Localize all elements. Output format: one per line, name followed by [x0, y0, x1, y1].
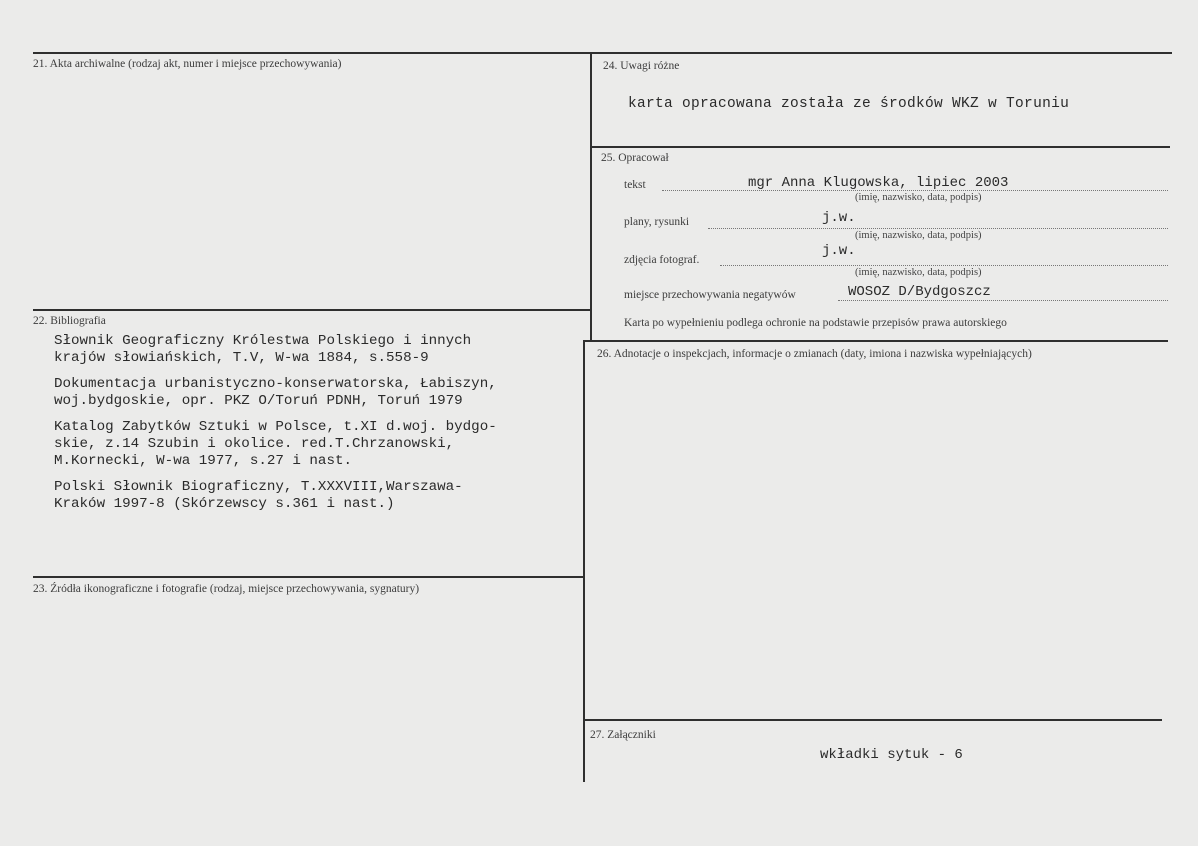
top-divider-line	[33, 52, 1172, 54]
section-21-label: 21. Akta archiwalne (rodzaj akt, numer i miejsce przechowywania)	[33, 58, 342, 70]
section-22-label: 22. Bibliografia	[33, 315, 106, 327]
bibliography-list	[54, 333, 584, 522]
negatives-field-label: miejsce przechowywania negatywów	[624, 289, 796, 301]
photos-field-label: zdjęcia fotograf.	[624, 254, 700, 266]
section-25-top-line	[591, 146, 1170, 148]
photos-line	[720, 265, 1168, 266]
bibliography-entry: Katalog Zabytków Sztuki w Polsce, t.XI d.woj. bydgo- skie, z.14 Szubin i okolice. red.T.Chrzanowski, M.Kornecki, W-wa 1977, s.27 i nast.	[54, 419, 497, 469]
drawings-hint: (imię, nazwisko, data, podpis)	[855, 230, 982, 241]
attachments-text: wkładki sytuk - 6	[820, 747, 963, 763]
section-22-top-line	[33, 309, 591, 311]
section-25-label: 25. Opracował	[601, 152, 669, 164]
photos-hint: (imię, nazwisko, data, podpis)	[855, 267, 982, 278]
negatives-value: WOSOZ D/Bydgoszcz	[848, 284, 991, 300]
text-author-hint: (imię, nazwisko, data, podpis)	[855, 192, 982, 203]
text-author-value: mgr Anna Klugowska, lipiec 2003	[748, 175, 1009, 191]
bibliography-entry: Polski Słownik Biograficzny, T.XXXVIII,Warszawa- Kraków 1997-8 (Skórzewscy s.361 i nast.)	[54, 479, 463, 512]
bibliography-entry: Dokumentacja urbanistyczno-konserwatorska, Łabiszyn, woj.bydgoskie, opr. PKZ O/Toruń PDNH, Toruń 1979	[54, 376, 497, 409]
section-23-top-line	[33, 576, 584, 578]
section-26-label: 26. Adnotacje o inspekcjach, informacje o zmianach (daty, imiona i nazwiska wypełniających)	[597, 348, 1032, 360]
section-23-label: 23. Źródła ikonograficzne i fotografie (rodzaj, miejsce przechowywania, sygnatury)	[33, 583, 420, 595]
drawings-value: j.w.	[822, 210, 856, 226]
photos-value: j.w.	[822, 243, 856, 259]
section-24-label: 24. Uwagi różne	[603, 60, 680, 72]
drawings-line	[708, 228, 1168, 229]
drawings-field-label: plany, rysunki	[624, 216, 690, 228]
section-27-top-line	[584, 719, 1162, 721]
copyright-note: Karta po wypełnieniu podlega ochronie na podstawie przepisów prawa autorskiego	[624, 317, 1007, 329]
left-column-right-border	[590, 52, 592, 342]
section-27-label: 27. Załączniki	[590, 729, 656, 741]
section-26-top-line	[584, 340, 1168, 342]
negatives-line	[838, 300, 1168, 301]
text-author-field-label: tekst	[624, 179, 646, 191]
bibliography-entry: Słownik Geograficzny Królestwa Polskiego i innych krajów słowiańskich, T.V, W-wa 1884, s.558-9	[54, 333, 472, 366]
remarks-text: karta opracowana została ze środków WKZ w Toruniu	[628, 96, 1070, 112]
